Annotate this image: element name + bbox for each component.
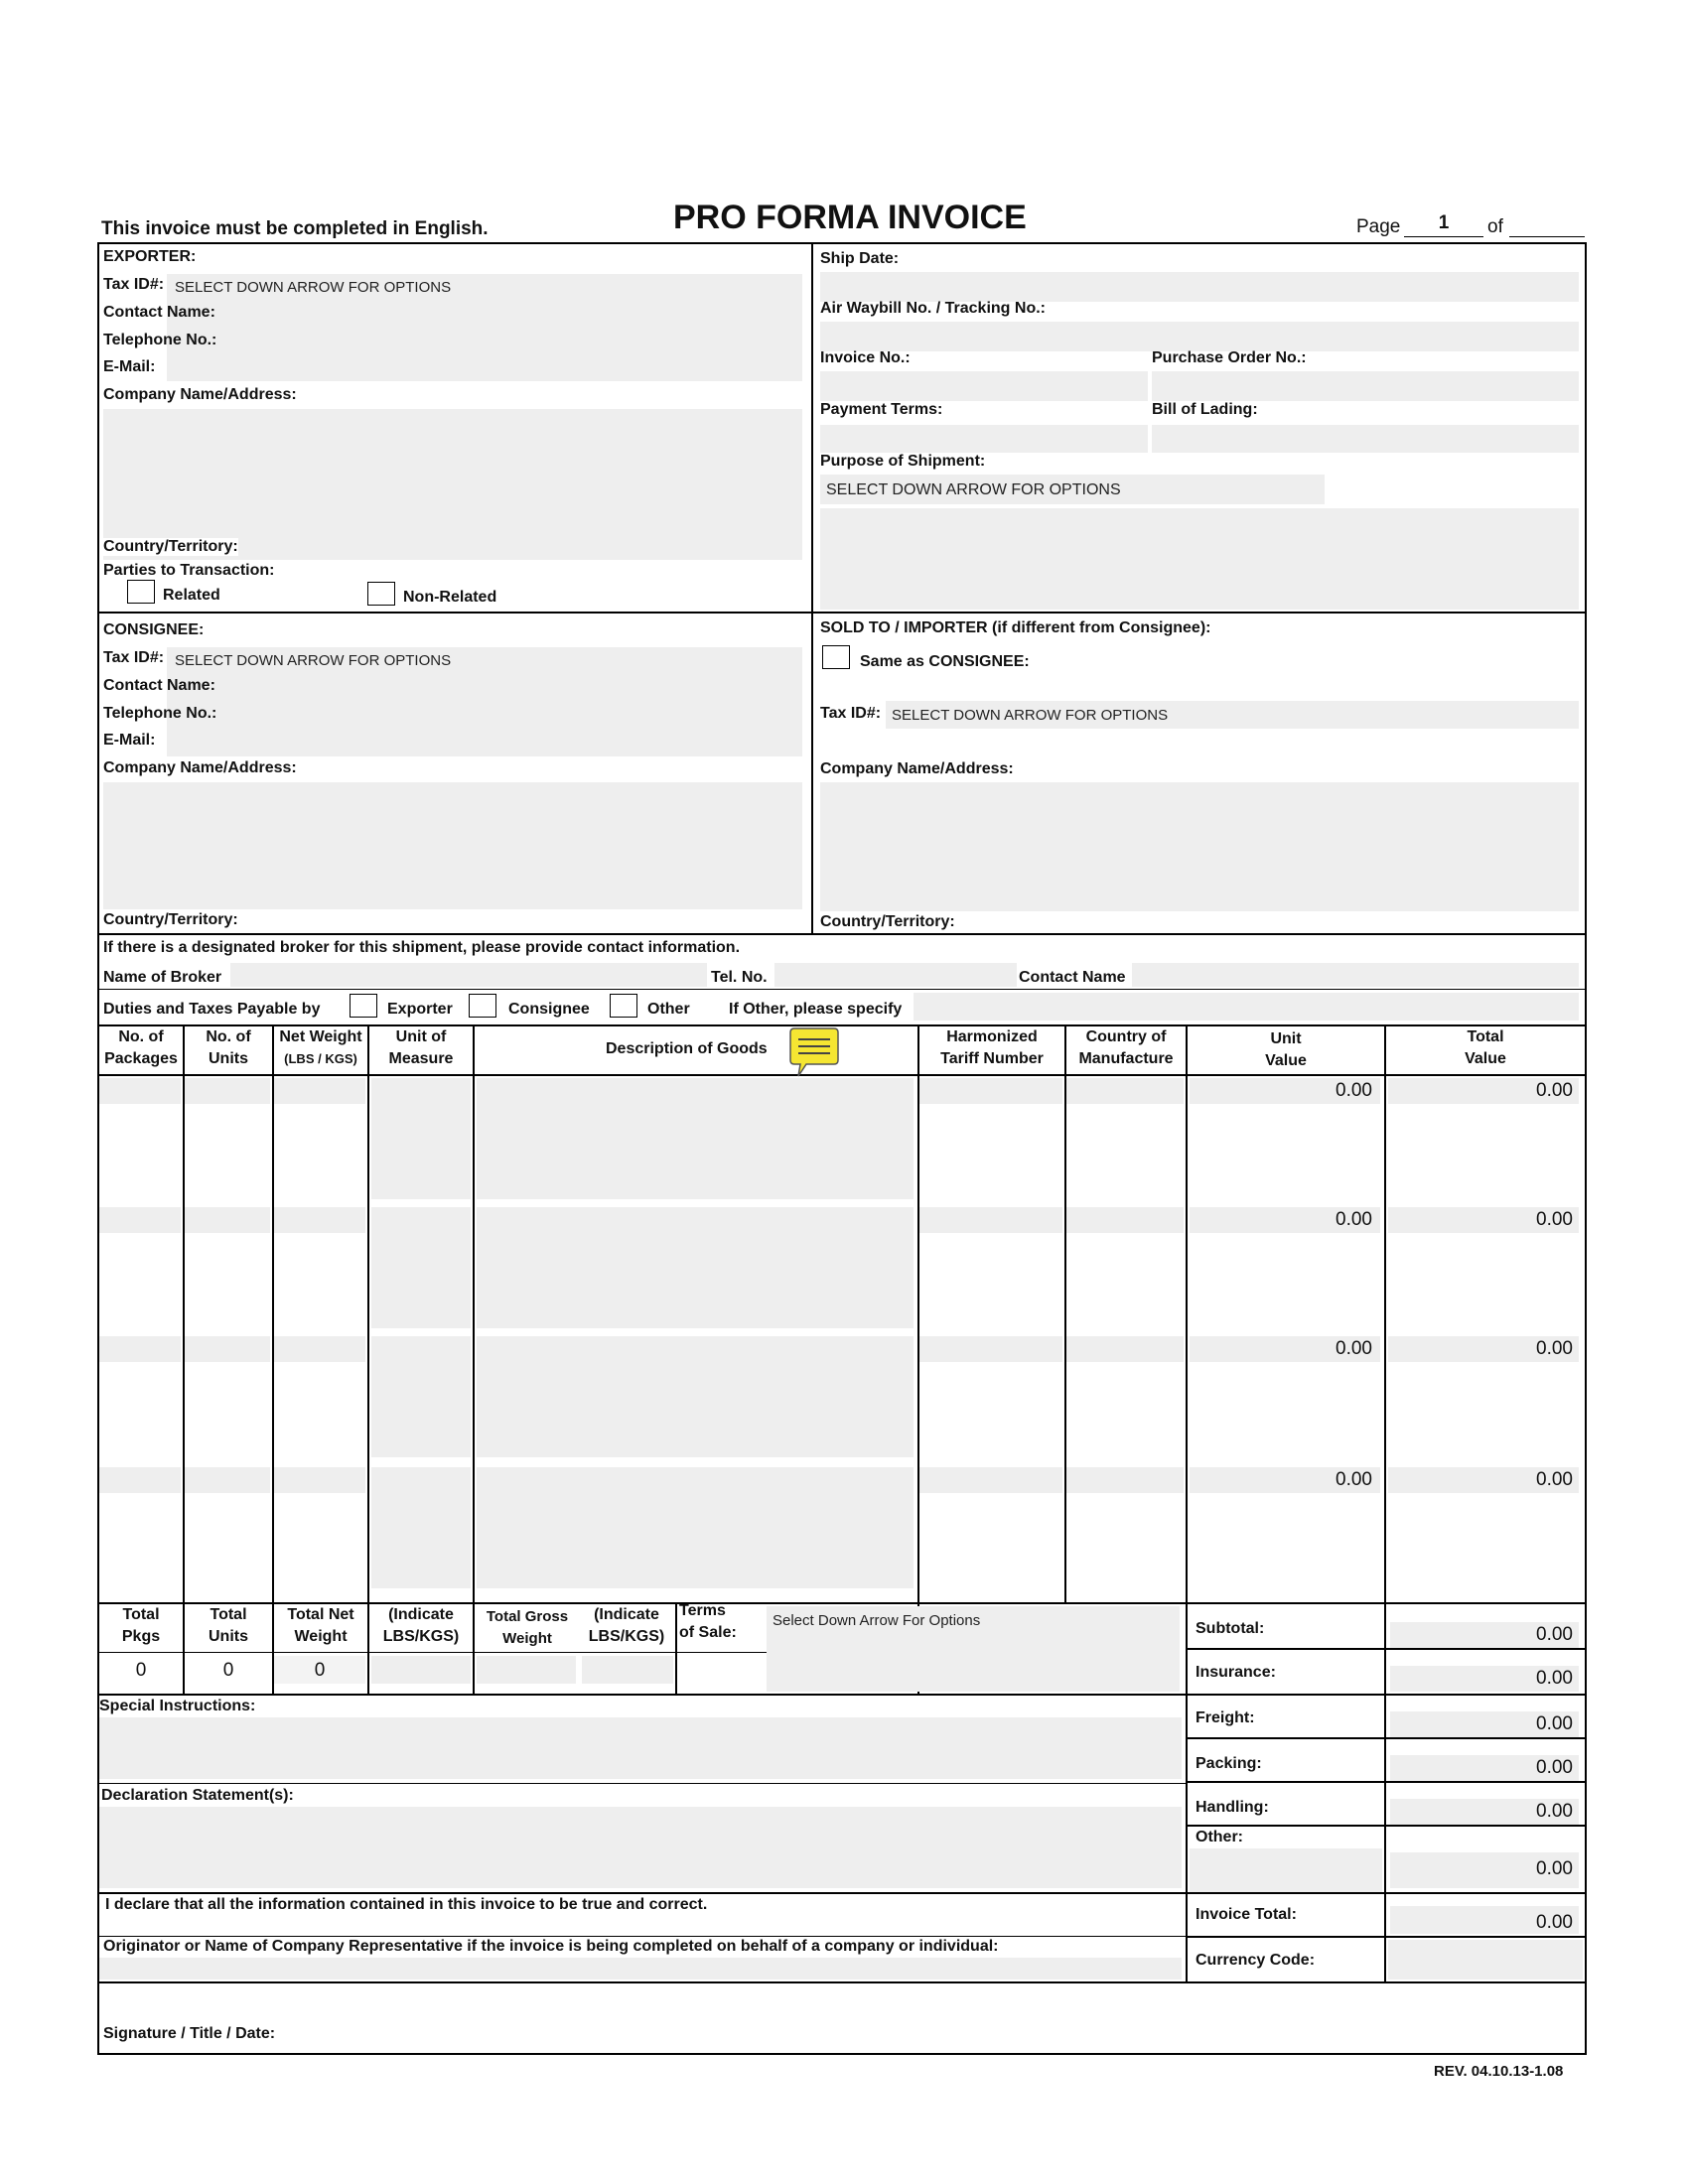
net-weight-unit-field[interactable] <box>371 1656 471 1684</box>
consignee-tax-id-label: Tax ID#: <box>103 649 165 666</box>
duties-specify-field[interactable] <box>914 993 1579 1021</box>
row-4-packages-field[interactable] <box>99 1467 181 1493</box>
page-number-underline <box>1404 236 1483 237</box>
duties-specify-label: If Other, please specify <box>729 1001 903 1018</box>
sold-to-country-label: Country/Territory: <box>820 913 955 930</box>
purpose-details-field[interactable] <box>820 508 1579 610</box>
consignee-company-field[interactable] <box>103 782 802 909</box>
total-net-weight-value: 0 <box>314 1660 326 1681</box>
invoice-total-label: Invoice Total: <box>1196 1906 1297 1923</box>
duties-label: Duties and Taxes Payable by <box>103 1001 321 1018</box>
non-related-label: Non-Related <box>403 589 497 606</box>
po-label: Purchase Order No.: <box>1152 349 1307 366</box>
duties-exporter-checkbox[interactable] <box>350 994 377 1018</box>
line-consignee-top <box>97 612 1587 614</box>
total-gross-weight-label: Total Gross Weight <box>486 1608 569 1647</box>
consignee-telephone-label: Telephone No.: <box>103 705 217 722</box>
waybill-label: Air Waybill No. / Tracking No.: <box>820 300 1046 317</box>
signature-label: Signature / Title / Date: <box>103 2025 276 2042</box>
line-originator-top <box>97 1936 1188 1937</box>
of-label: of <box>1487 216 1503 237</box>
purpose-select-text: SELECT DOWN ARROW FOR OPTIONS <box>826 481 1121 498</box>
col-line-gross <box>675 1602 677 1696</box>
row-3-description-field[interactable] <box>477 1336 914 1457</box>
exporter-heading: EXPORTER: <box>103 248 197 265</box>
sum-line-3 <box>1188 1737 1585 1739</box>
broker-name-label: Name of Broker <box>103 969 222 986</box>
exporter-telephone-label: Telephone No.: <box>103 332 217 348</box>
row-4-tariff-field[interactable] <box>919 1467 1062 1493</box>
special-instructions-field[interactable] <box>99 1717 1182 1779</box>
total-pkgs-value[interactable]: 0 <box>135 1660 147 1681</box>
invoice-no-label: Invoice No.: <box>820 349 911 366</box>
subtotal-value: 0.00 <box>1536 1624 1573 1645</box>
row-1-net-weight-field[interactable] <box>274 1078 365 1104</box>
handling-value: 0.00 <box>1536 1801 1573 1822</box>
col-line-6 <box>1064 1024 1066 1602</box>
other-charges-label: Other: <box>1196 1829 1243 1845</box>
same-as-consignee-label: Same as CONSIGNEE: <box>860 653 1030 670</box>
related-checkbox[interactable] <box>127 580 155 604</box>
payment-terms-label: Payment Terms: <box>820 401 943 418</box>
row-2-tariff-field[interactable] <box>919 1207 1062 1233</box>
freight-label: Freight: <box>1196 1709 1255 1726</box>
bol-label: Bill of Lading: <box>1152 401 1258 418</box>
sum-line-5 <box>1188 1825 1585 1827</box>
broker-note: If there is a designated broker for this shipment, please provide contact information. <box>103 939 741 956</box>
col-header-net-weight: Net Weight (LBS / KGS) <box>279 1028 362 1066</box>
line-duties-top <box>97 989 1587 990</box>
col-header-unit-value: Unit Value <box>1265 1030 1307 1069</box>
waybill-field[interactable] <box>820 322 1579 351</box>
col-header-units: No. of Units <box>206 1028 251 1067</box>
same-as-consignee-checkbox[interactable] <box>822 645 850 669</box>
row-1-description-field[interactable] <box>477 1078 914 1199</box>
row-1-country-field[interactable] <box>1066 1078 1184 1104</box>
non-related-checkbox[interactable] <box>367 582 395 606</box>
exporter-contact-label: Contact Name: <box>103 304 215 321</box>
row-1-tariff-field[interactable] <box>919 1078 1062 1104</box>
exporter-country-label: Country/Territory: <box>103 538 238 555</box>
parties-label: Parties to Transaction: <box>103 562 275 579</box>
col-line-8 <box>1384 1024 1386 1983</box>
row-2-description-field[interactable] <box>477 1207 914 1328</box>
ship-date-field[interactable] <box>820 272 1579 302</box>
row-3-net-weight-field[interactable] <box>274 1336 365 1362</box>
freight-value: 0.00 <box>1536 1713 1573 1734</box>
broker-name-field[interactable] <box>230 963 707 987</box>
row-2-units-field[interactable] <box>185 1207 270 1233</box>
duties-other-checkbox[interactable] <box>610 994 637 1018</box>
col-header-total-value: Total Value <box>1465 1028 1506 1067</box>
consignee-company-label: Company Name/Address: <box>103 759 297 776</box>
consignee-country-label: Country/Territory: <box>103 911 238 928</box>
other-charges-value: 0.00 <box>1536 1858 1573 1879</box>
duties-other-label: Other <box>647 1001 690 1018</box>
row-4-total-value: 0.00 <box>1536 1469 1573 1490</box>
declare-text: I declare that all the information contained in this invoice to be true and correct. <box>105 1896 708 1913</box>
payment-terms-field[interactable] <box>820 425 1148 453</box>
indicate-net-unit-label: (Indicate LBS/KGS) <box>382 1606 460 1645</box>
packing-label: Packing: <box>1196 1755 1262 1772</box>
total-units-label: Total Units <box>209 1606 248 1645</box>
row-4-net-weight-field[interactable] <box>274 1467 365 1493</box>
originator-field[interactable] <box>99 1958 1182 1979</box>
currency-code-field[interactable] <box>1388 1940 1583 1979</box>
col-header-description: Description of Goods <box>606 1040 768 1057</box>
handling-label: Handling: <box>1196 1799 1269 1816</box>
originator-text: Originator or Name of Company Representative if the invoice is being completed on behalf of a company or individual: <box>103 1938 999 1955</box>
sum-line-2 <box>1188 1694 1585 1696</box>
page-title: PRO FORMA INVOICE <box>673 199 1027 236</box>
purpose-label: Purpose of Shipment: <box>820 453 986 470</box>
terms-of-sale-text: Select Down Arrow For Options <box>773 1612 981 1629</box>
border-bottom <box>97 2053 1587 2055</box>
sold-to-heading: SOLD TO / IMPORTER (if different from Consignee): <box>820 619 1211 636</box>
row-3-country-field[interactable] <box>1066 1336 1184 1362</box>
row-2-country-field[interactable] <box>1066 1207 1184 1233</box>
po-field[interactable] <box>1152 371 1579 401</box>
currency-code-label: Currency Code: <box>1196 1952 1316 1969</box>
total-units-value[interactable]: 0 <box>222 1660 234 1681</box>
col-line-3 <box>367 1024 369 1696</box>
other-charges-description-field[interactable] <box>1190 1848 1382 1892</box>
english-notice: This invoice must be completed in English. <box>101 218 489 239</box>
terms-of-sale-label: Terms of Sale: <box>679 1602 737 1641</box>
row-2-total-value: 0.00 <box>1536 1209 1573 1230</box>
row-3-unit-value: 0.00 <box>1336 1338 1372 1359</box>
invoice-no-field[interactable] <box>820 371 1148 401</box>
bol-field[interactable] <box>1152 425 1579 453</box>
duties-exporter-label: Exporter <box>387 1001 453 1018</box>
broker-contact-label: Contact Name <box>1019 969 1126 986</box>
row-4-unit-value: 0.00 <box>1336 1469 1372 1490</box>
exporter-tax-id-select[interactable]: SELECT DOWN ARROW FOR OPTIONS <box>175 279 452 296</box>
related-label: Related <box>163 587 220 604</box>
packing-value: 0.00 <box>1536 1757 1573 1778</box>
page-total-field[interactable] <box>1509 236 1585 237</box>
row-1-unit-measure-field[interactable] <box>371 1078 471 1199</box>
declaration-label: Declaration Statement(s): <box>101 1787 294 1804</box>
row-3-tariff-field[interactable] <box>919 1336 1062 1362</box>
gross-weight-unit-field[interactable] <box>582 1656 673 1684</box>
subtotal-label: Subtotal: <box>1196 1620 1265 1637</box>
sold-to-company-label: Company Name/Address: <box>820 760 1014 777</box>
special-instructions-label: Special Instructions: <box>99 1698 256 1714</box>
page-label: Page <box>1356 216 1401 237</box>
col-header-country: Country of Manufacture <box>1078 1028 1174 1067</box>
broker-contact-field[interactable] <box>1132 963 1579 987</box>
line-broker-top <box>97 933 1587 935</box>
col-header-packages: No. of Packages <box>104 1028 178 1067</box>
exporter-tax-id-label: Tax ID#: <box>103 276 165 293</box>
sum-line-6 <box>1188 1892 1585 1894</box>
col-header-unit-measure: Unit of Measure <box>388 1028 454 1067</box>
row-2-packages-field[interactable] <box>99 1207 181 1233</box>
insurance-value: 0.00 <box>1536 1668 1573 1689</box>
line-declaration-top <box>97 1783 1188 1784</box>
total-net-weight-label: Total Net Weight <box>287 1606 354 1645</box>
row-3-units-field[interactable] <box>185 1336 270 1362</box>
row-3-unit-measure-field[interactable] <box>371 1336 471 1457</box>
sold-to-tax-id-text: SELECT DOWN ARROW FOR OPTIONS <box>892 707 1169 724</box>
sold-to-company-field[interactable] <box>820 782 1579 911</box>
insurance-label: Insurance: <box>1196 1664 1276 1681</box>
exporter-email-label: E-Mail: <box>103 358 156 375</box>
col-line-4 <box>473 1024 475 1696</box>
indicate-gross-unit-label: (Indicate LBS/KGS) <box>588 1606 665 1645</box>
row-4-unit-measure-field[interactable] <box>371 1467 471 1588</box>
consignee-email-label: E-Mail: <box>103 732 156 749</box>
broker-tel-label: Tel. No. <box>711 969 768 986</box>
row-2-net-weight-field[interactable] <box>274 1207 365 1233</box>
sum-line-4 <box>1188 1781 1585 1783</box>
declaration-field[interactable] <box>99 1807 1182 1888</box>
col-line-7 <box>1186 1024 1188 1983</box>
revision-label: REV. 04.10.13-1.08 <box>1434 2063 1564 2080</box>
row-4-units-field[interactable] <box>185 1467 270 1493</box>
row-3-packages-field[interactable] <box>99 1336 181 1362</box>
exporter-company-label: Company Name/Address: <box>103 386 297 403</box>
border-right <box>1585 242 1587 2055</box>
row-4-description-field[interactable] <box>477 1467 914 1588</box>
col-header-tariff: Harmonized Tariff Number <box>940 1028 1044 1067</box>
row-2-unit-measure-field[interactable] <box>371 1207 471 1328</box>
row-1-total-value: 0.00 <box>1536 1080 1573 1101</box>
total-pkgs-label: Total Pkgs <box>121 1606 161 1645</box>
ship-date-label: Ship Date: <box>820 250 900 267</box>
consignee-contact-label: Contact Name: <box>103 677 215 694</box>
sold-to-tax-id-label: Tax ID#: <box>820 705 882 722</box>
line-signature-top <box>97 1981 1587 1983</box>
sum-line-7 <box>1188 1936 1585 1938</box>
invoice-total-value: 0.00 <box>1536 1912 1573 1933</box>
broker-tel-field[interactable] <box>774 963 1017 987</box>
border-top <box>97 242 1587 244</box>
sum-line-1 <box>1188 1648 1585 1650</box>
comment-icon[interactable] <box>784 1026 844 1078</box>
top-divider <box>811 242 813 933</box>
row-1-units-field[interactable] <box>185 1078 270 1104</box>
gross-weight-field[interactable] <box>477 1656 576 1684</box>
row-3-total-value: 0.00 <box>1536 1338 1573 1359</box>
row-2-unit-value: 0.00 <box>1336 1209 1372 1230</box>
page-number-field[interactable]: 1 <box>1438 212 1450 233</box>
duties-consignee-checkbox[interactable] <box>469 994 496 1018</box>
consignee-heading: CONSIGNEE: <box>103 621 205 638</box>
row-1-packages-field[interactable] <box>99 1078 181 1104</box>
col-line-5 <box>917 1024 919 1602</box>
row-1-unit-value: 0.00 <box>1336 1080 1372 1101</box>
consignee-tax-id-select[interactable]: SELECT DOWN ARROW FOR OPTIONS <box>175 652 452 669</box>
row-4-country-field[interactable] <box>1066 1467 1184 1493</box>
duties-consignee-label: Consignee <box>508 1001 590 1018</box>
